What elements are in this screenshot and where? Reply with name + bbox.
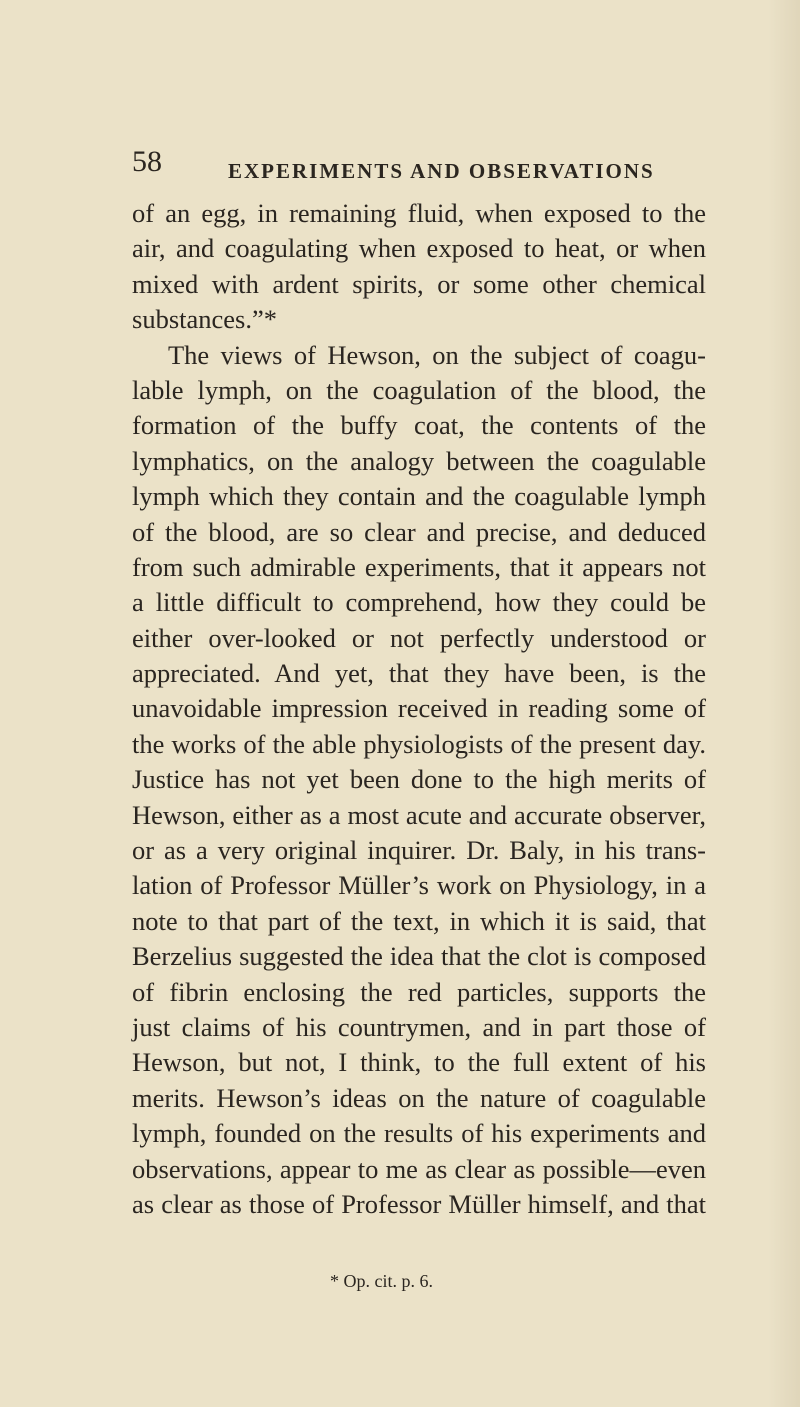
text-line: Hewson, but not, I think, to the full extent of his bbox=[132, 1047, 706, 1078]
text-line: a little difficult to comprehend, how they could be bbox=[132, 587, 706, 618]
text-line: appreciated. And yet, that they have been, is the bbox=[132, 658, 706, 689]
text-line: Hewson, either as a most acute and accurate observer, bbox=[132, 799, 706, 830]
text-line: lymphatics, on the analogy between the coagulable bbox=[132, 445, 706, 476]
text-line: note to that part of the text, in which it is said, that bbox=[132, 905, 706, 936]
text-line: formation of the buffy coat, the contents of the bbox=[132, 410, 706, 441]
text-line: of the blood, are so clear and precise, and deduced bbox=[132, 516, 706, 547]
text-line: the works of the able physiologists of the present day. bbox=[132, 728, 706, 759]
text-line: just claims of his countrymen, and in part those of bbox=[132, 1011, 706, 1042]
footnote: * Op. cit. p. 6. bbox=[330, 1271, 433, 1291]
text-line: unavoidable impression received in reading some of bbox=[132, 693, 706, 724]
paragraph-start-line: The views of Hewson, on the subject of coagu- bbox=[168, 339, 706, 370]
text-line: air, and coagulating when exposed to heat, or when bbox=[132, 233, 706, 264]
text-line: Berzelius suggested the idea that the clot is composed bbox=[132, 941, 706, 972]
body-text bbox=[132, 196, 706, 1222]
text-line: substances.”* bbox=[132, 304, 277, 335]
text-line: mixed with ardent spirits, or some other chemical bbox=[132, 268, 706, 299]
text-line: or as a very original inquirer. Dr. Baly, in his trans- bbox=[132, 835, 706, 866]
running-title: EXPERIMENTS AND OBSERVATIONS bbox=[228, 159, 655, 183]
text-line: lable lymph, on the coagulation of the blood, the bbox=[132, 374, 706, 405]
text-line: Justice has not yet been done to the high merits of bbox=[132, 764, 706, 795]
text-line: merits. Hewson’s ideas on the nature of coagulable bbox=[132, 1082, 706, 1113]
text-line: lymph which they contain and the coagulable lymph bbox=[132, 481, 706, 512]
text-line: as clear as those of Professor Müller himself, and that bbox=[132, 1188, 706, 1219]
text-line: from such admirable experiments, that it appears not bbox=[132, 551, 706, 582]
text-line: observations, appear to me as clear as possible—even bbox=[132, 1153, 706, 1184]
page-number: 58 bbox=[132, 145, 162, 178]
text-line: either over-looked or not perfectly understood or bbox=[132, 622, 706, 653]
text-line: lymph, founded on the results of his experiments and bbox=[132, 1118, 706, 1149]
text-line: lation of Professor Müller’s work on Physiology, in a bbox=[132, 870, 706, 901]
text-line: of fibrin enclosing the red particles, supports the bbox=[132, 976, 706, 1007]
text-line: of an egg, in remaining fluid, when exposed to the bbox=[132, 198, 706, 228]
